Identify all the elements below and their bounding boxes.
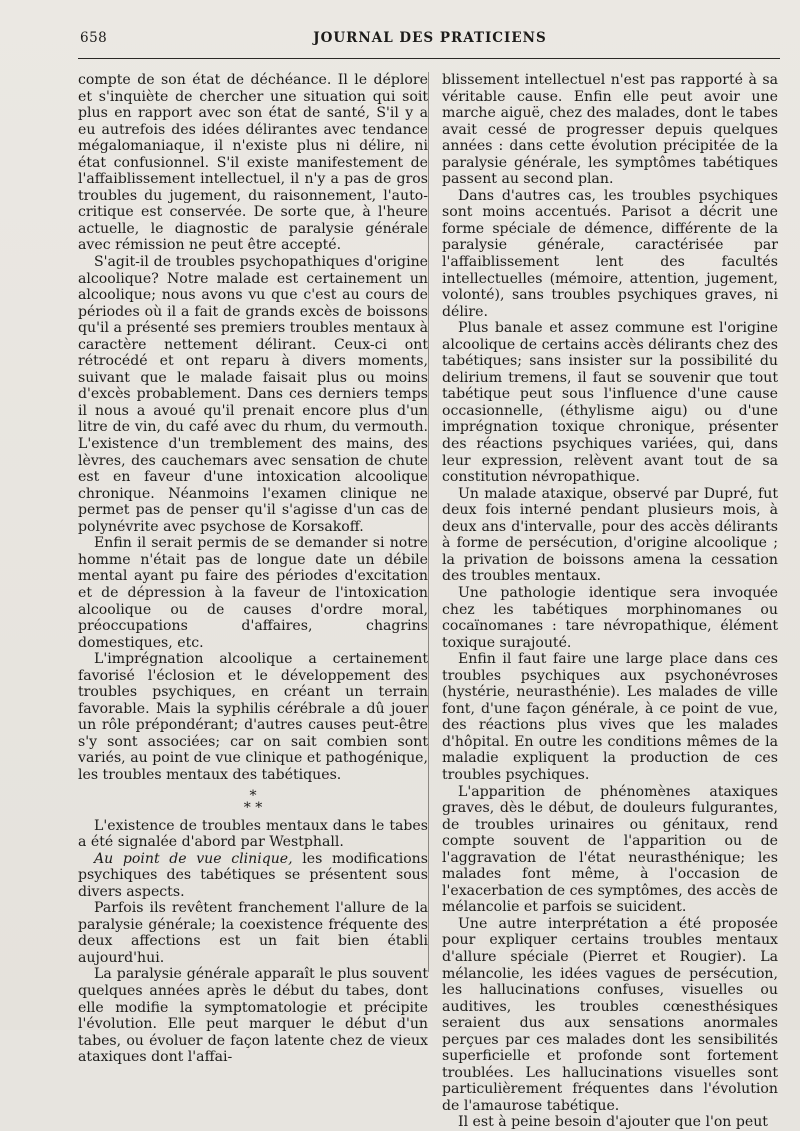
page-header <box>80 30 780 54</box>
right-column <box>442 72 778 1131</box>
paragraph: L'existence de troubles mentaux dans le tabes a été signalée d'abord par Westphall. <box>78 817 428 851</box>
paragraph: Dans d'autres cas, les troubles psychiques sont moins accentués. Parisot a décrit une forme spéciale de démence, différente de la paralysie générale, caractérisée par l'affaiblissement lent des facultés intellectuelles (mémoire, attention, jugement, volonté), sans troubles psychiques graves, ni délire. <box>442 187 778 320</box>
paragraph: S'agit-il de troubles psychopathiques d'origine alcoolique? Notre malade est certainement un alcoolique; nous avons vu que c'est au cours de périodes où il a fait de grands excès de boissons qu'il a présenté ses premiers troubles mentaux à caractère nettement délirant. Ceux-ci ont rétrocédé et ont reparu à divers moments, suivant que le malade faisait plus ou moins d'excès probablement. Dans ces derniers temps il nous a avoué qu'il prenait encore plus d'un litre de vin, du café avec du rhum, du vermouth. L'existence d'un tremblement des mains, des lèvres, des cauchemars avec sensation de chute est en faveur d'une intoxication alcoolique chronique. Néanmoins l'examen clinique ne permet pas de penser qu'il s'agisse d'un cas de polynévrite avec psychose de Korsakoff. <box>78 254 428 535</box>
page-number: 658 <box>80 30 108 46</box>
left-column <box>78 72 428 1066</box>
asterism-bottom: * * <box>243 799 263 816</box>
paragraph: L'imprégnation alcoolique a certainement favorisé l'éclosion et le développement des troubles psychiques, en créant un terrain favorable. Mais la syphilis cérébrale a dû jouer un rôle prépondérant; d'autres causes peut-être s'y sont associées; car on sait combien sont variés, au point de vue clinique et pathogénique, les troubles mentaux des tabétiques. <box>78 651 428 783</box>
paragraph: Il est à peine besoin d'ajouter que l'on peut <box>458 1114 768 1131</box>
section-asterism <box>78 787 428 816</box>
paragraph-text: les modifications psychiques des tabétiques se présentent sous divers aspects. <box>78 850 428 900</box>
italic-lead: Au point de vue clinique, <box>94 850 293 867</box>
column-divider <box>428 72 429 972</box>
paragraph: Un malade ataxique, observé par Dupré, fut deux fois interné pendant plusieurs mois, à deux ans d'intervalle, pour des accès délirants à forme de persécution, d'origine alcoolique ; la privation de boissons amena la cessation des troubles mentaux. <box>442 485 778 585</box>
paragraph: L'apparition de phénomènes ataxiques graves, dès le début, de douleurs fulgurantes, de troubles urinaires ou génitaux, rend compte souvent de l'apparition ou de l'aggravation de l'état neurasthénique; les malades font même, à l'occasion de l'exacerbation de ces symptômes, des accès de mélancolie et parfois se suicident. <box>442 783 778 916</box>
paragraph: La paralysie générale apparaît le plus souvent quelques années après le début du tabes, dont elle modifie la symptomatologie et précipite l'évolution. Elle peut marquer le début d'un tabes, ou évoluer de façon latente chez de vieux ataxiques dont l'affai- <box>78 966 428 1066</box>
header-rule <box>78 58 780 59</box>
paragraph: Plus banale et assez commune est l'origine alcoolique de certains accès délirants chez des tabétiques; sans insister sur la possibilité du delirium tremens, il faut se souvenir que tout tabétique peut sous l'influence d'une cause occasionnelle, (éthylisme aigu) ou d'une imprégnation toxique chronique, présenter des réactions psychiques variées, qui, dans leur expression, relèvent avant tout de sa constitution névropathique. <box>442 320 778 486</box>
paragraph: Une autre interprétation a été proposée pour expliquer certains troubles mentaux d'allure spéciale (Pierret et Rougier). La mélancolie, les idées vagues de persécution, les hallucinations confuses, visuelles ou auditives, les troubles cœnesthésiques seraient dus aux sensations anormales perçues par ces malades dont les sensibilités superficielle et profonde sont fortement troublées. Les hallucinations visuelles sont particulièrement fréquentes dans l'évolution de l'amaurose tabétique. <box>442 915 778 1114</box>
paragraph: blissement intellectuel n'est pas rapporté à sa véritable cause. Enfin elle peut avoir une marche aiguë, chez des malades, dont le tabes avait cessé de progresser depuis quelques années : dans cette évolution précipitée de la paralysie générale, les symptômes tabétiques passent au second plan. <box>442 72 778 188</box>
paragraph: Enfin il serait permis de se demander si notre homme n'était pas de longue date un débile mental ayant pu faire des périodes d'excitation et de dépression à la faveur de l'intoxication alcoolique ou de causes d'ordre moral, préoccupations d'affaires, chagrins domestiques, etc. <box>78 535 428 651</box>
running-title: JOURNAL DES PRATICIENS <box>313 30 547 46</box>
paragraph: compte de son état de déchéance. Il le déplore et s'inquiète de chercher une situation qui soit plus en rapport avec son état de santé, S'il y a eu autrefois des idées délirantes avec tendance mégalomaniaque, il n'existe plus ni délire, ni état confusionnel. S'il existe manifestement de l'affaiblissement intellectuel, il n'y a pas de gros troubles du jugement, du raisonnement, l'auto-critique est conservée. De sorte que, à l'heure actuelle, le diagnostic de paralysie générale avec rémission ne peut être accepté. <box>78 72 428 254</box>
paragraph: Une pathologie identique sera invoquée chez les tabétiques morphinomanes ou cocaïnomanes : tare névropathique, élément toxique surajouté. <box>442 584 778 651</box>
paragraph: Parfois ils revêtent franchement l'allure de la paralysie générale; la coexistence fréquente des deux affections est un fait bien établi aujourd'hui. <box>78 900 428 966</box>
paragraph: Enfin il faut faire une large place dans ces troubles psychiques aux psychonévroses (hystérie, neurasthénie). Les malades de ville font, d'une façon générale, à ce point de vue, des réactions plus vives que les malades d'hôpital. En outre les conditions mêmes de la maladie expliquent la production de ces troubles psychiques. <box>442 651 778 783</box>
paragraph <box>78 851 428 901</box>
asterism-top: * <box>249 787 257 804</box>
